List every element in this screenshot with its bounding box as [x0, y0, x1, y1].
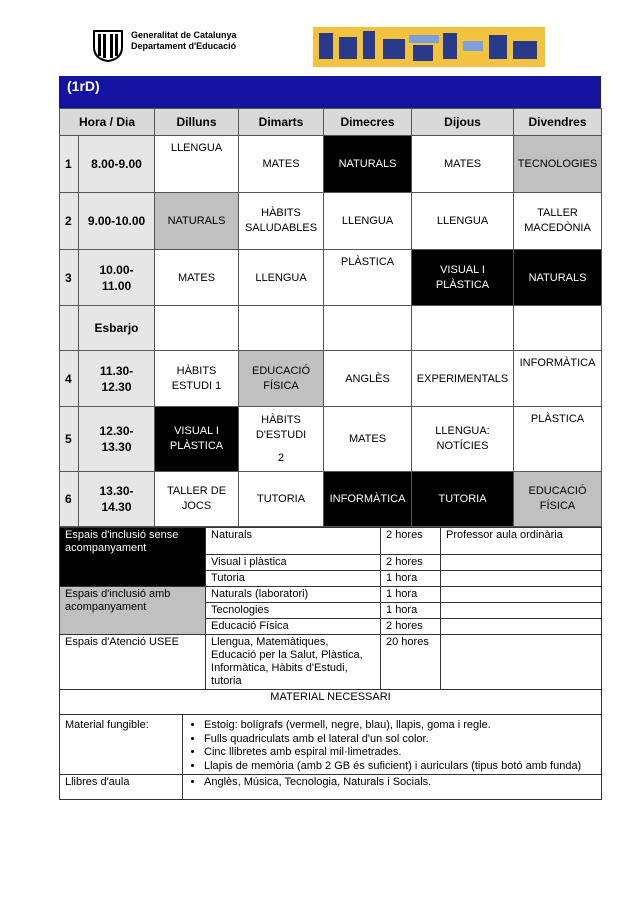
- note-cell: [441, 635, 602, 690]
- cell-line: TALLER: [537, 207, 578, 219]
- break-label: Esbarjo: [79, 306, 155, 351]
- cell-divendres: INFORMÀTICA: [514, 351, 602, 407]
- header-hora-dia: Hora / Dia: [60, 109, 155, 136]
- cell-line: HÀBITS: [176, 364, 217, 377]
- cell-dijous: [412, 250, 514, 306]
- header-dimarts: Dimarts: [239, 109, 324, 136]
- time-end: 14.30: [101, 500, 132, 514]
- cell-line: 2: [277, 451, 285, 464]
- period-number: 5: [60, 407, 79, 472]
- cell-line: D'ESTUDI: [255, 428, 307, 441]
- list-item: • Anglès, Música, Tecnologia, Naturals i Socials.: [204, 776, 596, 790]
- time-start: 10.00-: [99, 262, 134, 277]
- books-list: [188, 776, 596, 790]
- hours-cell: 1 hora: [381, 587, 441, 603]
- list-item: • Fulls quadriculats amb el lateral d'un sol color.: [204, 733, 596, 747]
- time-end: 11.00: [101, 278, 132, 293]
- list-item: • Llapis de memòria (amb 2 GB és suficient) i auriculars (tipus botó amb funda): [204, 760, 596, 774]
- subject-cell: Tutoria: [206, 571, 381, 587]
- org-line-2: Departament d'Educació: [131, 41, 237, 51]
- timetable-row: [60, 136, 602, 193]
- cell-line: FÍSICA: [263, 379, 299, 392]
- timetable-row: [60, 472, 602, 527]
- cell-dilluns: NATURALS: [155, 193, 239, 250]
- cell-dimecres: ANGLÈS: [324, 351, 412, 407]
- period-time: [79, 472, 155, 527]
- period-number: 2: [60, 193, 79, 250]
- books-label: Llibres d'aula: [60, 775, 183, 800]
- cell-divendres: [514, 472, 602, 527]
- period-time: [79, 250, 155, 306]
- cell-line: JOCS: [181, 500, 212, 512]
- cell-dimecres: LLENGUA: [324, 193, 412, 250]
- hours-cell: 1 hora: [381, 603, 441, 619]
- cell-dilluns: [155, 351, 239, 407]
- material-title-row: [60, 690, 602, 715]
- cell-line: EDUCACIÓ: [528, 485, 587, 497]
- time-start: 11.30-: [99, 363, 134, 378]
- cell-empty: [514, 306, 602, 351]
- time-start: 13.30-: [99, 484, 134, 498]
- note-cell: [441, 555, 602, 571]
- period-number: 1: [60, 136, 79, 193]
- info-row: [60, 528, 602, 555]
- header-dijous: Dijous: [412, 109, 514, 136]
- cell-dimecres: MATES: [324, 407, 412, 472]
- cell-dimarts: MATES: [239, 136, 324, 193]
- hours-cell: 20 hores: [381, 635, 441, 690]
- cell-dilluns: [155, 407, 239, 472]
- cell-dilluns: LLENGUA: [155, 136, 239, 193]
- cell-dimecres: PLÀSTICA: [324, 250, 412, 306]
- cell-dijous: MATES: [412, 136, 514, 193]
- org-line-1: Generalitat de Catalunya: [131, 30, 237, 40]
- cell-dimarts: LLENGUA: [239, 250, 324, 306]
- inclusion-spaces-table: [59, 527, 602, 800]
- cell-dimarts: [239, 193, 324, 250]
- cell-dilluns: MATES: [155, 250, 239, 306]
- subject-cell: Llengua, Matemàtiques, Educació per la Salut, Plàstica, Informàtica, Hàbits d'Estudi, tutoria: [206, 635, 381, 690]
- cell-divendres: NATURALS: [514, 250, 602, 306]
- timetable-row: [60, 407, 602, 472]
- cell-dimecres: INFORMÀTICA: [324, 472, 412, 527]
- period-time: 9.00-10.00: [79, 193, 155, 250]
- info-row: [60, 635, 602, 690]
- cell-empty: [155, 306, 239, 351]
- category-label: Espais d'Atenció USEE: [60, 635, 206, 690]
- cell-divendres: [514, 193, 602, 250]
- cell-line: VISUAL I: [440, 263, 485, 276]
- subject-cell: Naturals (laboratori): [206, 587, 381, 603]
- fungible-list: [188, 719, 596, 773]
- note-cell: [441, 619, 602, 635]
- list-item: • Estoig: bolígrafs (vermell, negre, blau), llapis, goma i regle.: [204, 719, 596, 733]
- cell-dimarts: [239, 351, 324, 407]
- note-cell: [441, 587, 602, 603]
- subject-cell: Visual i plàstica: [206, 555, 381, 571]
- timetable-break-row: [60, 306, 602, 351]
- header-dilluns: Dilluns: [155, 109, 239, 136]
- subject-cell: Naturals: [206, 528, 381, 555]
- note-cell: [441, 571, 602, 587]
- hours-cell: 2 hores: [381, 555, 441, 571]
- time-end: 12.30: [101, 379, 132, 394]
- period-number: 4: [60, 351, 79, 407]
- hours-cell: 2 hores: [381, 528, 441, 555]
- period-number: 6: [60, 472, 79, 527]
- cell-line: EDUCACIÓ: [251, 364, 311, 377]
- period-number: 3: [60, 250, 79, 306]
- subject-cell: Educació Física: [206, 619, 381, 635]
- generalitat-logo-icon: [90, 27, 126, 63]
- cell-line: ESTUDI 1: [171, 379, 222, 392]
- class-title: (1rD): [67, 78, 100, 94]
- cell-divendres: TECNOLOGIES: [514, 136, 602, 193]
- header-dimecres: Dimecres: [324, 109, 412, 136]
- cell-empty: [324, 306, 412, 351]
- timetable: [59, 108, 602, 527]
- cell-line: HÀBITS: [261, 413, 301, 426]
- cell-divendres: PLÀSTICA: [514, 407, 602, 472]
- cell-line: SALUDABLES: [244, 222, 318, 234]
- time-end: 13.30: [101, 440, 132, 454]
- break-number: [60, 306, 79, 351]
- cell-dilluns: [155, 472, 239, 527]
- cell-empty: [239, 306, 324, 351]
- time-start: 12.30-: [99, 424, 134, 438]
- note-cell: [441, 603, 602, 619]
- books-list-cell: [183, 775, 602, 800]
- info-row: [60, 587, 602, 603]
- hours-cell: 1 hora: [381, 571, 441, 587]
- material-row: [60, 715, 602, 775]
- cell-dimarts: TUTORIA: [239, 472, 324, 527]
- period-time: 8.00-9.00: [79, 136, 155, 193]
- timetable-header-row: [60, 109, 602, 136]
- list-item: • Cinc llibretes amb espiral mil·limetrades.: [204, 746, 596, 760]
- cell-line: FÍSICA: [539, 500, 576, 512]
- cell-line: MACEDÒNIA: [524, 222, 591, 234]
- period-time: [79, 407, 155, 472]
- cell-line: PLÀSTICA: [435, 278, 490, 291]
- material-title: MATERIAL NECESSARI: [60, 690, 602, 715]
- cell-dimecres: NATURALS: [324, 136, 412, 193]
- cell-dimarts: [239, 407, 324, 472]
- school-banner-logo: [313, 27, 545, 67]
- cell-dijous: LLENGUA: [412, 193, 514, 250]
- cell-line: HÀBITS: [261, 207, 301, 219]
- cell-line: PLÀSTICA: [169, 440, 224, 452]
- timetable-row: [60, 193, 602, 250]
- books-row: [60, 775, 602, 800]
- class-title-bar: [59, 76, 601, 108]
- cell-line: LLENGUA:: [435, 425, 490, 437]
- cell-dijous: TUTORIA: [412, 472, 514, 527]
- cell-line: TALLER DE: [166, 485, 227, 497]
- category-label: Espais d'inclusió amb acompanyament: [60, 587, 206, 635]
- timetable-row: [60, 250, 602, 306]
- timetable-row: [60, 351, 602, 407]
- cell-empty: [412, 306, 514, 351]
- fungible-list-cell: [183, 715, 602, 775]
- hours-cell: 2 hores: [381, 619, 441, 635]
- subject-cell: Tecnologies: [206, 603, 381, 619]
- cell-line: NOTÍCIES: [436, 440, 489, 452]
- note-cell: Professor aula ordinària: [441, 528, 602, 555]
- cell-line: VISUAL I: [174, 425, 219, 437]
- cell-dijous: EXPERIMENTALS: [412, 351, 514, 407]
- category-label: Espais d'inclusió sense acompanyament: [60, 528, 206, 587]
- organization-name: [131, 30, 237, 52]
- period-time: [79, 351, 155, 407]
- header-divendres: Divendres: [514, 109, 602, 136]
- fungible-label: Material fungible:: [60, 715, 183, 775]
- cell-dijous: [412, 407, 514, 472]
